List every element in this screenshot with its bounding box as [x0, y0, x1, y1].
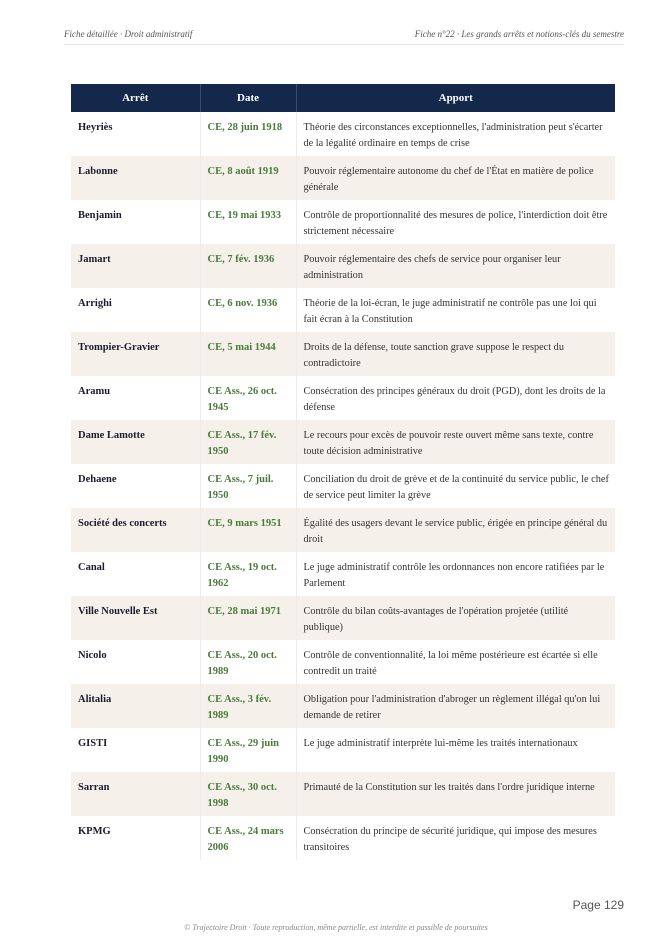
date-cell: CE Ass., 30 oct. 1998	[200, 772, 296, 816]
table-row	[71, 420, 615, 464]
table-row	[71, 772, 615, 816]
table-row	[71, 156, 615, 200]
table-row	[71, 640, 615, 684]
apport-cell: Consécration des principes généraux du droit (PGD), dont les droits de la défense	[296, 376, 615, 420]
date-cell: CE Ass., 17 fév. 1950	[200, 420, 296, 464]
date-cell: CE, 8 août 1919	[200, 156, 296, 200]
apport-cell: Obligation pour l'administration d'abroger un règlement illégal qu'on lui demande de retirer	[296, 684, 615, 728]
copyright-footer: © Trajectoire Droit · Toute reproduction, même partielle, est interdite et passible de poursuites	[184, 923, 488, 932]
date-cell: CE, 28 juin 1918	[200, 112, 296, 156]
arret-cell: Dehaene	[71, 464, 200, 508]
table-row	[71, 244, 615, 288]
arret-cell: Jamart	[71, 244, 200, 288]
apport-cell: Pouvoir réglementaire autonome du chef de l'État en matière de police générale	[296, 156, 615, 200]
date-cell: CE Ass., 7 juil. 1950	[200, 464, 296, 508]
date-cell: CE Ass., 19 oct. 1962	[200, 552, 296, 596]
page-number: Page 129	[572, 898, 624, 912]
table-row	[71, 552, 615, 596]
table-row	[71, 332, 615, 376]
arret-cell: Canal	[71, 552, 200, 596]
arret-cell: GISTI	[71, 728, 200, 772]
arret-cell: Trompier-Gravier	[71, 332, 200, 376]
date-cell: CE, 7 fév. 1936	[200, 244, 296, 288]
apport-cell: Théorie de la loi-écran, le juge administratif ne contrôle pas une loi qui fait écran à la Constitution	[296, 288, 615, 332]
apport-cell: Le juge administratif contrôle les ordonnances non encore ratifiées par le Parlement	[296, 552, 615, 596]
table-row	[71, 200, 615, 244]
apport-cell: Pouvoir réglementaire des chefs de service pour organiser leur administration	[296, 244, 615, 288]
arret-cell: Sarran	[71, 772, 200, 816]
date-cell: CE, 28 mai 1971	[200, 596, 296, 640]
running-header	[64, 29, 624, 39]
apport-cell: Contrôle de proportionnalité des mesures de police, l'interdiction doit être strictement nécessaire	[296, 200, 615, 244]
date-cell: CE, 5 mai 1944	[200, 332, 296, 376]
column-header-apport: Apport	[296, 84, 615, 112]
column-header-date: Date	[200, 84, 296, 112]
table-row	[71, 288, 615, 332]
arret-cell: Arrighi	[71, 288, 200, 332]
arret-cell: Aramu	[71, 376, 200, 420]
arrets-table	[71, 84, 615, 860]
date-cell: CE Ass., 26 oct. 1945	[200, 376, 296, 420]
table-row	[71, 684, 615, 728]
table-row	[71, 728, 615, 772]
table-row	[71, 596, 615, 640]
header-left: Fiche détaillée · Droit administratif	[64, 29, 193, 39]
arret-cell: Benjamin	[71, 200, 200, 244]
apport-cell: Contrôle du bilan coûts-avantages de l'opération projetée (utilité publique)	[296, 596, 615, 640]
apport-cell: Primauté de la Constitution sur les traités dans l'ordre juridique interne	[296, 772, 615, 816]
arret-cell: Dame Lamotte	[71, 420, 200, 464]
date-cell: CE, 6 nov. 1936	[200, 288, 296, 332]
arret-cell: KPMG	[71, 816, 200, 860]
arret-cell: Ville Nouvelle Est	[71, 596, 200, 640]
date-cell: CE Ass., 24 mars 2006	[200, 816, 296, 860]
table-row	[71, 112, 615, 156]
table-row	[71, 816, 615, 860]
apport-cell: Consécration du principe de sécurité juridique, qui impose des mesures transitoires	[296, 816, 615, 860]
table-header-row	[71, 84, 615, 112]
header-right: Fiche n°22 · Les grands arrêts et notions-clés du semestre	[414, 29, 624, 39]
arret-cell: Nicolo	[71, 640, 200, 684]
table-row	[71, 376, 615, 420]
arret-cell: Alitalia	[71, 684, 200, 728]
apport-cell: Le recours pour excès de pouvoir reste ouvert même sans texte, contre toute décision administrative	[296, 420, 615, 464]
date-cell: CE, 19 mai 1933	[200, 200, 296, 244]
date-cell: CE Ass., 20 oct. 1989	[200, 640, 296, 684]
arret-cell: Société des concerts	[71, 508, 200, 552]
date-cell: CE, 9 mars 1951	[200, 508, 296, 552]
table-row	[71, 464, 615, 508]
date-cell: CE Ass., 29 juin 1990	[200, 728, 296, 772]
apport-cell: Égalité des usagers devant le service public, érigée en principe général du droit	[296, 508, 615, 552]
apport-cell: Le juge administratif interprète lui-même les traités internationaux	[296, 728, 615, 772]
apport-cell: Contrôle de conventionnalité, la loi même postérieure est écartée si elle contredit un traité	[296, 640, 615, 684]
column-header-arret: Arrêt	[71, 84, 200, 112]
apport-cell: Droits de la défense, toute sanction grave suppose le respect du contradictoire	[296, 332, 615, 376]
apport-cell: Conciliation du droit de grève et de la continuité du service public, le chef de service peut limiter la grève	[296, 464, 615, 508]
table-row	[71, 508, 615, 552]
date-cell: CE Ass., 3 fév. 1989	[200, 684, 296, 728]
header-divider	[64, 44, 624, 45]
arret-cell: Labonne	[71, 156, 200, 200]
arret-cell: Heyriès	[71, 112, 200, 156]
apport-cell: Théorie des circonstances exceptionnelles, l'administration peut s'écarter de la légalité ordinaire en temps de crise	[296, 112, 615, 156]
